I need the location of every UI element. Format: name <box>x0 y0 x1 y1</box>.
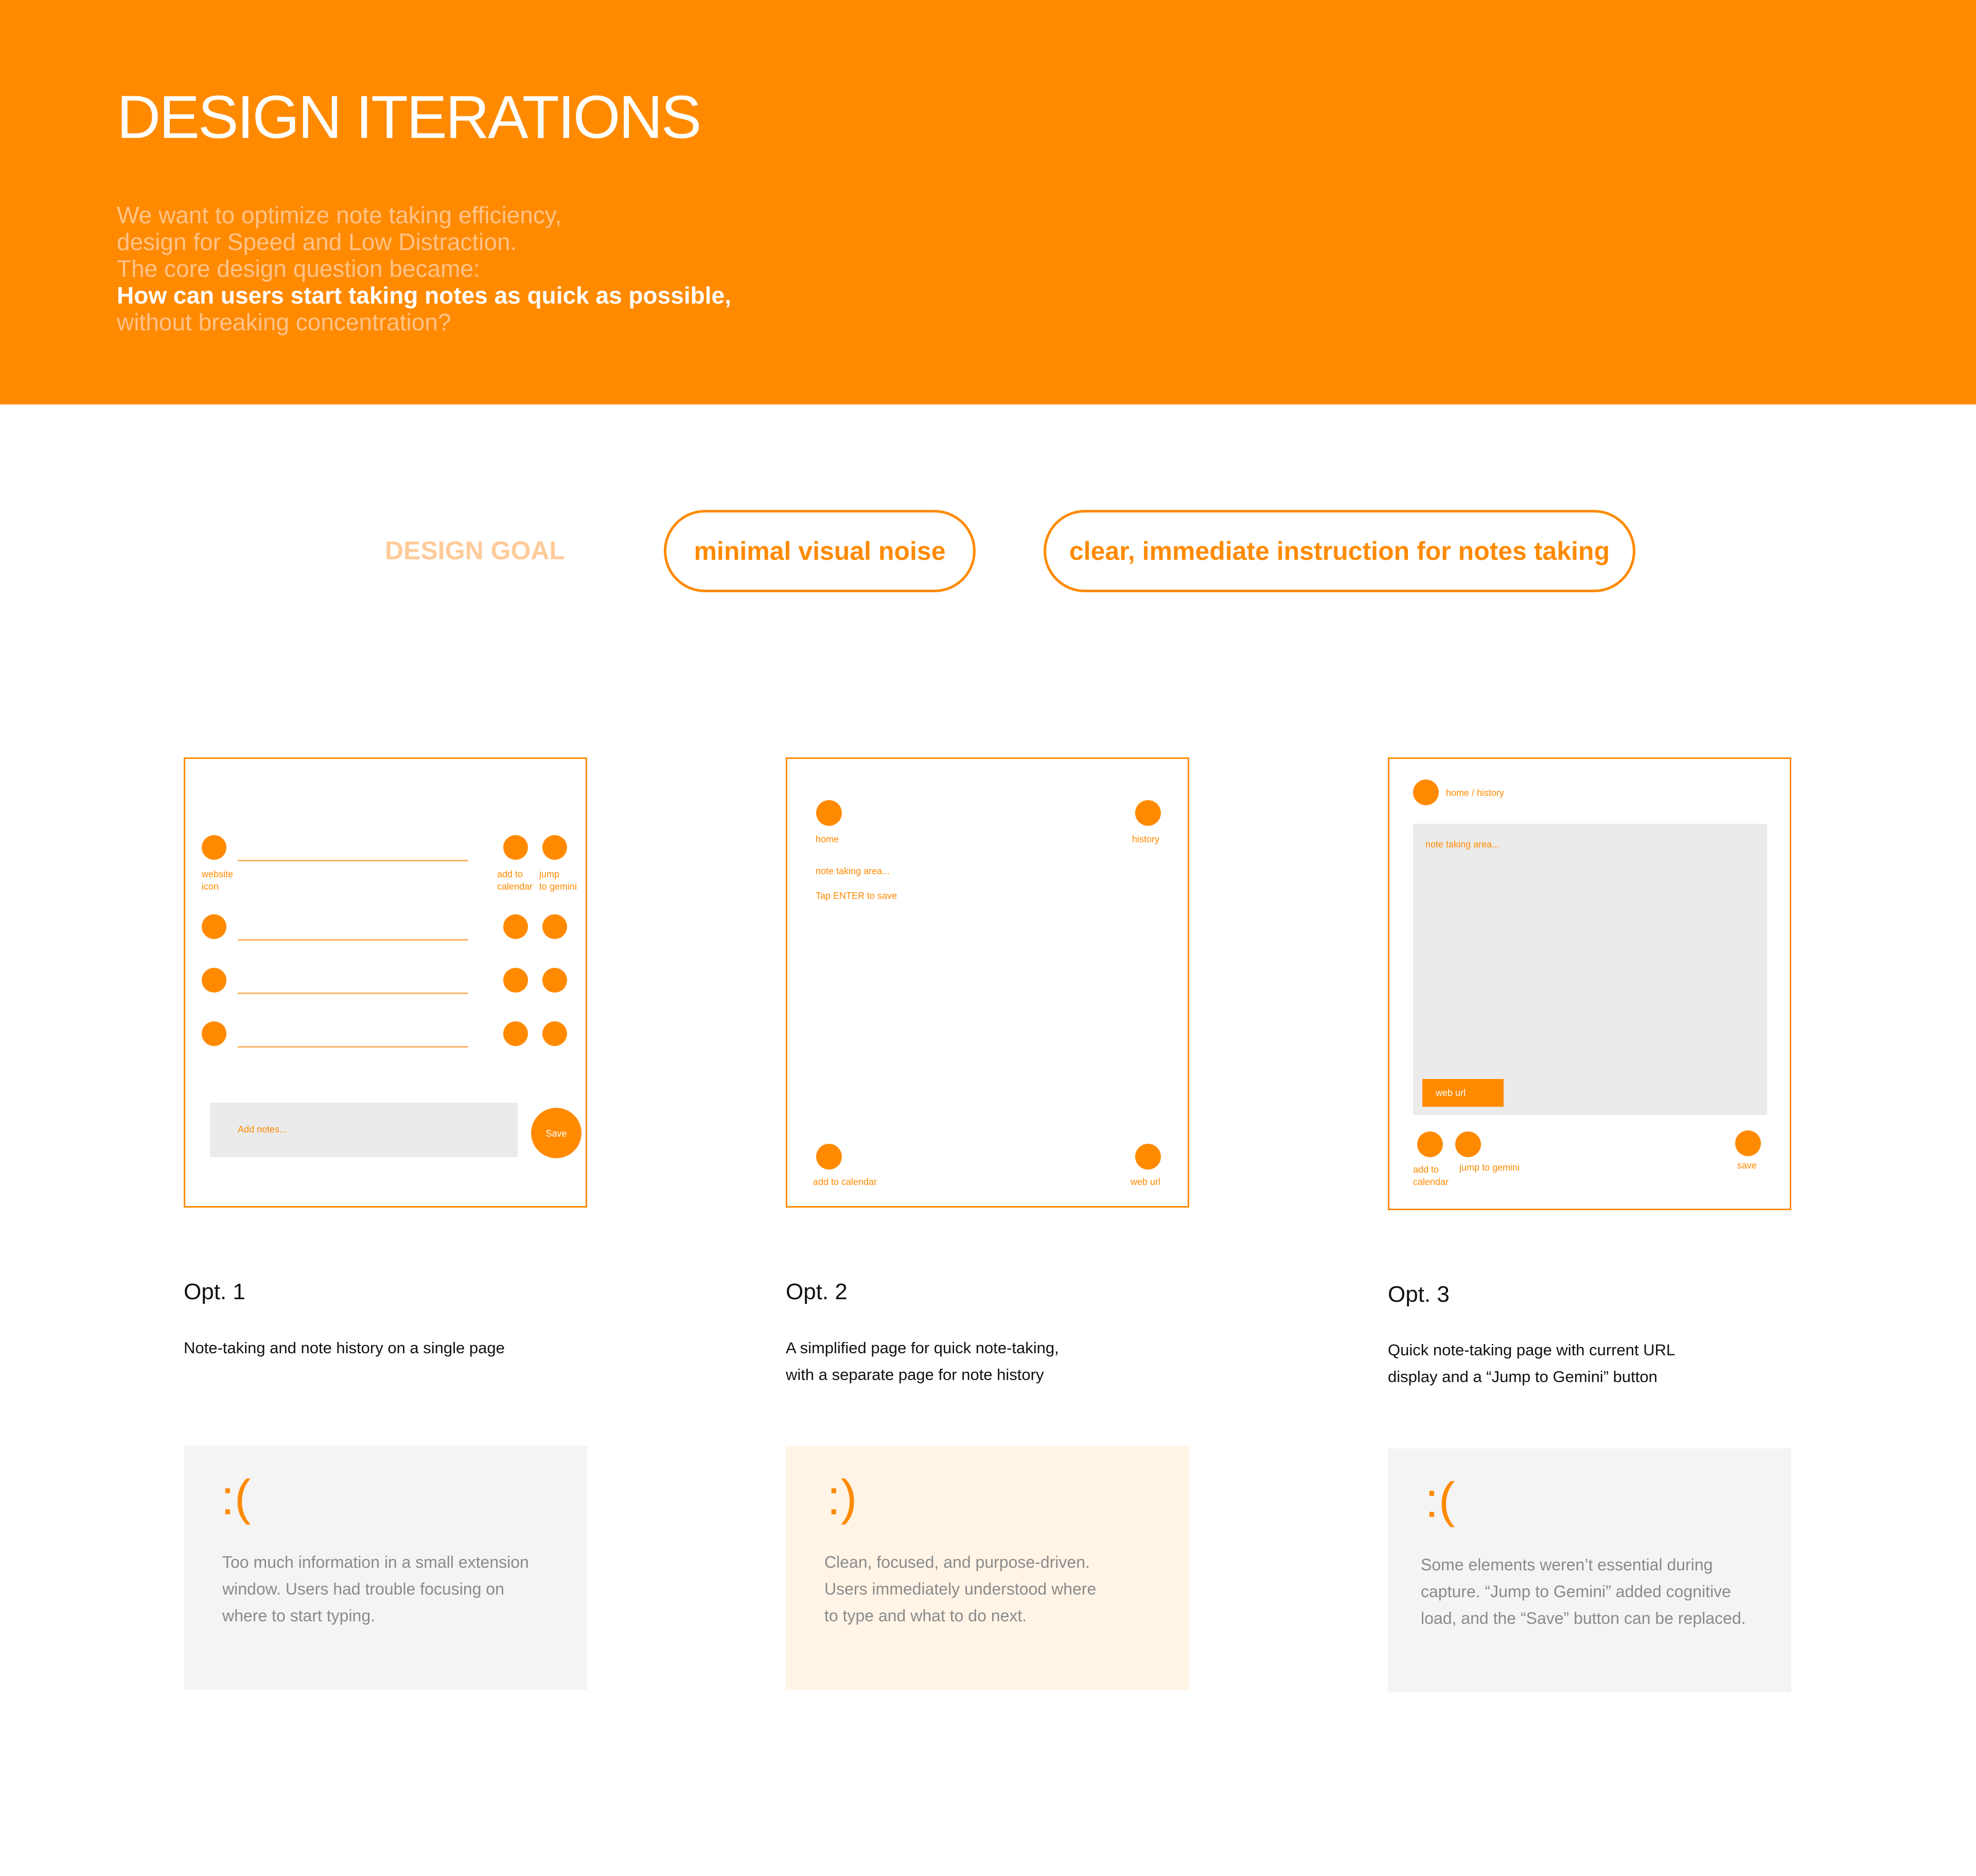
feedback-text <box>222 1549 529 1629</box>
note-line <box>238 939 468 941</box>
web-url-label: web url <box>1436 1088 1466 1098</box>
history-icon <box>1135 800 1161 826</box>
feedback-card-option-2 <box>786 1446 1189 1690</box>
home-history-label: home / history <box>1446 788 1505 798</box>
website-icon-label: website <box>202 869 234 879</box>
option-1-description <box>184 1335 505 1361</box>
intro-line: We want to optimize note taking efficiency, <box>117 202 562 228</box>
calendar-icon <box>503 968 528 993</box>
calendar-icon <box>503 835 528 860</box>
web-url-label: web url <box>1131 1177 1161 1187</box>
option-3-description <box>1388 1337 1675 1390</box>
sad-face-icon: :( <box>1425 1473 1455 1528</box>
feedback-line: capture. “Jump to Gemini” added cognitive <box>1421 1582 1731 1601</box>
design-goal-label: DESIGN GOAL <box>385 536 566 565</box>
add-to-calendar-label-2: calendar <box>497 881 533 892</box>
intro-line: design for Speed and Low Distraction. <box>117 228 517 255</box>
enter-to-save-hint: Tap ENTER to save <box>816 891 897 901</box>
feedback-card-option-1 <box>184 1446 587 1690</box>
wireframe-option-2 <box>786 757 1189 1208</box>
feedback-text <box>1421 1551 1746 1632</box>
feedback-line: Too much information in a small extension <box>222 1553 529 1571</box>
home-label: home <box>816 834 839 844</box>
wireframe-option-1 <box>184 757 587 1208</box>
add-to-calendar-label-2: calendar <box>1413 1177 1449 1187</box>
feedback-line: to type and what to do next. <box>824 1606 1027 1625</box>
website-icon <box>202 914 226 939</box>
wireframe-option-3 <box>1388 757 1791 1210</box>
calendar-icon <box>816 1144 842 1170</box>
sad-face-icon: :( <box>221 1470 251 1525</box>
feedback-line: where to start typing. <box>222 1606 376 1625</box>
add-to-calendar-label: add to calendar <box>813 1177 877 1187</box>
note-taking-area <box>1413 824 1767 1115</box>
description-line: A simplified page for quick note-taking, <box>786 1339 1059 1357</box>
jump-to-gemini-label: jump to gemini <box>1459 1162 1520 1173</box>
description-line: Quick note-taking page with current URL <box>1388 1341 1675 1359</box>
option-1-title: Opt. 1 <box>184 1279 245 1304</box>
goal-pill-clear-instruction: clear, immediate instruction for notes taking <box>1044 510 1635 592</box>
note-line <box>238 993 468 994</box>
calendar-icon <box>503 914 528 939</box>
save-label: Save <box>545 1128 567 1139</box>
website-icon <box>202 1021 226 1046</box>
description-line: with a separate page for note history <box>786 1366 1044 1384</box>
add-to-calendar-label: add to <box>1413 1164 1439 1175</box>
description-line: display and a “Jump to Gemini” button <box>1388 1368 1657 1386</box>
goal-pill-minimal-noise: minimal visual noise <box>664 510 976 592</box>
feedback-line: load, and the “Save” button can be replaced. <box>1421 1609 1746 1627</box>
add-notes-placeholder: Add notes... <box>238 1124 288 1135</box>
description-line: Note-taking and note history on a single page <box>184 1339 505 1357</box>
gemini-icon <box>542 968 567 993</box>
page-title: DESIGN ITERATIONS <box>117 83 700 151</box>
gemini-icon <box>542 835 567 860</box>
option-3-title: Opt. 3 <box>1388 1282 1450 1307</box>
intro-line: The core design question became: <box>117 255 480 282</box>
feedback-line: window. Users had trouble focusing on <box>222 1580 504 1598</box>
feedback-text <box>824 1549 1096 1629</box>
feedback-card-option-3 <box>1388 1448 1791 1692</box>
calendar-icon <box>1417 1131 1443 1157</box>
note-area-placeholder: note taking area... <box>816 866 890 876</box>
save-label: save <box>1737 1160 1757 1171</box>
website-icon <box>202 968 226 993</box>
feedback-line: Clean, focused, and purpose-driven. <box>824 1553 1090 1571</box>
gemini-icon <box>542 1021 567 1046</box>
add-to-calendar-label: add to <box>497 869 523 879</box>
option-2-description <box>786 1335 1059 1388</box>
website-icon <box>202 835 226 860</box>
calendar-icon <box>503 1021 528 1046</box>
core-question: How can users start taking notes as quick as possible, <box>117 282 731 309</box>
nav-icon <box>1413 780 1439 805</box>
jump-to-gemini-label-2: to gemini <box>539 881 577 892</box>
gemini-icon <box>542 914 567 939</box>
feedback-line: Users immediately understood where <box>824 1580 1097 1598</box>
save-icon <box>1735 1130 1761 1156</box>
history-label: history <box>1132 834 1160 844</box>
intro-text <box>117 202 731 335</box>
happy-face-icon: :) <box>827 1470 857 1525</box>
note-line <box>238 1046 468 1048</box>
note-line <box>238 860 468 861</box>
jump-to-gemini-label: jump <box>539 869 560 879</box>
web-url-icon <box>1135 1144 1161 1170</box>
header-banner <box>0 0 1976 404</box>
feedback-line: Some elements weren’t essential during <box>1421 1555 1713 1574</box>
option-2-title: Opt. 2 <box>786 1279 848 1304</box>
website-icon-label-2: icon <box>202 881 219 892</box>
home-icon <box>816 800 842 826</box>
gemini-icon <box>1455 1131 1481 1157</box>
intro-line: without breaking concentration? <box>117 309 451 335</box>
note-area-placeholder: note taking area... <box>1425 839 1500 849</box>
